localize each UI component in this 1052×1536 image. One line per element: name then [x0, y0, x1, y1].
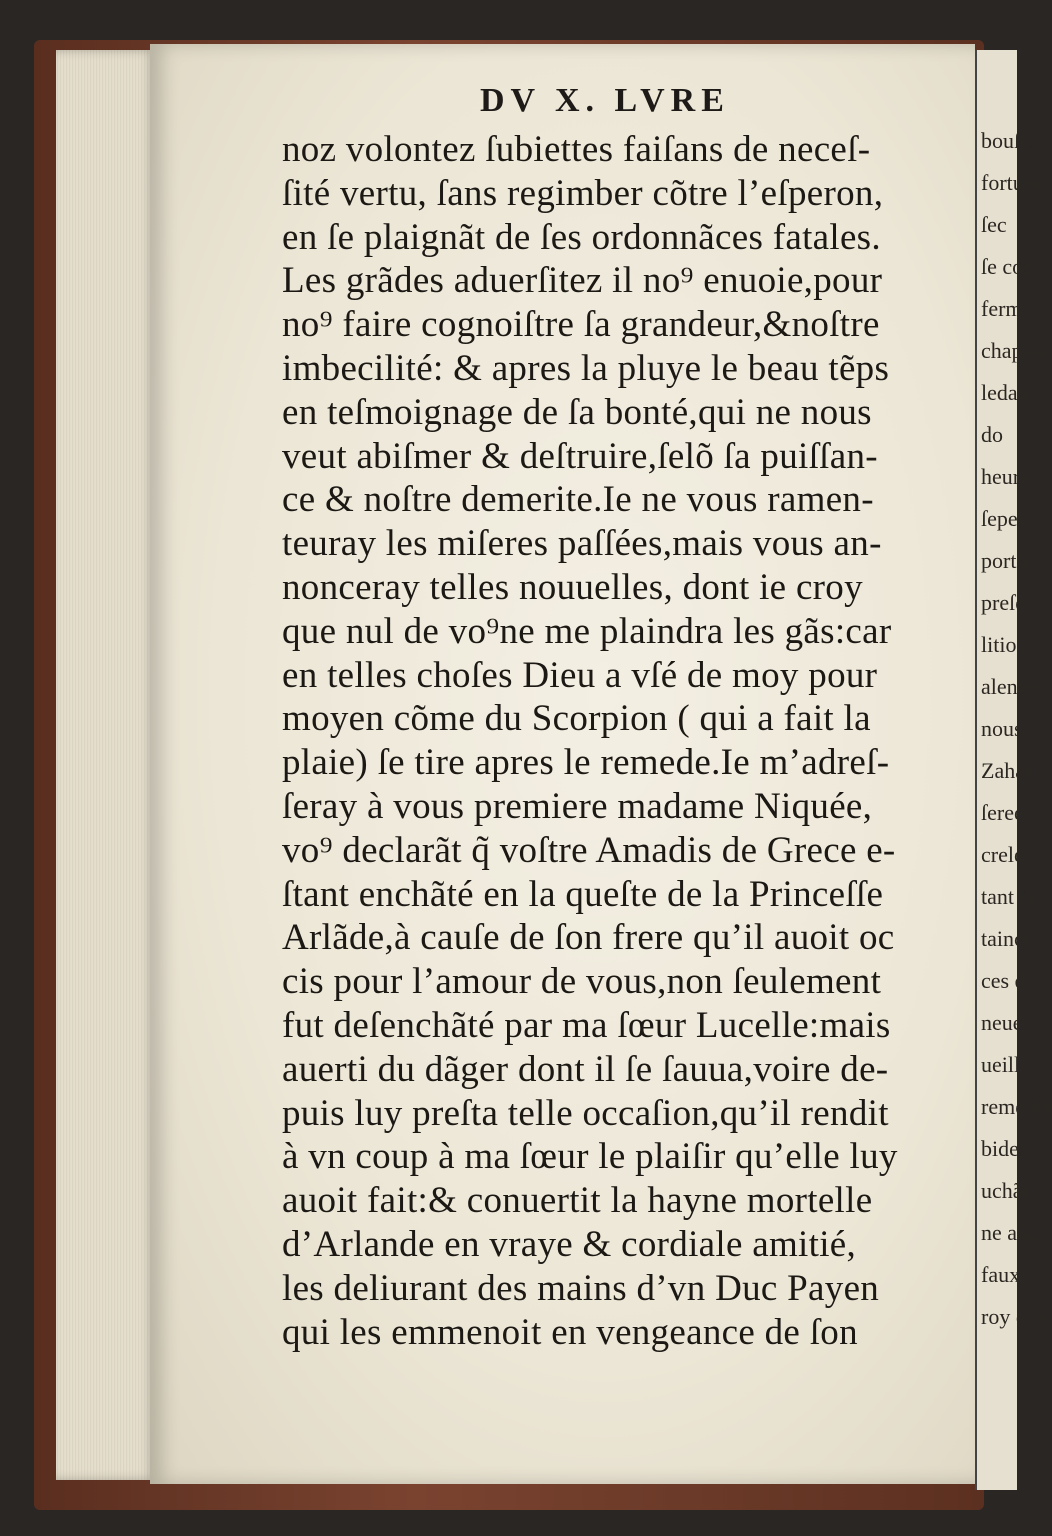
adjacent-page-fragment: roy elle — [981, 1304, 1048, 1329]
adjacent-page-fragment: ne ann — [981, 1220, 1040, 1245]
text-line: ſeray à vous premiere madame Niquée, — [282, 785, 873, 827]
text-line: nonceray telles nouuelles, dont ie croy — [282, 566, 863, 608]
adjacent-page-strip — [975, 50, 1052, 1490]
text-line: cis pour l’amour de vous,non ſeulement — [282, 961, 882, 1003]
text-line: les deliurant des mains d’vn Duc Payen — [282, 1267, 880, 1309]
adjacent-page-fragment: remedie — [981, 1094, 1052, 1119]
adjacent-page-fragment: faux — [981, 1262, 1021, 1287]
text-line: noz volontez ſubiettes faiſans de neceſ- — [282, 129, 871, 170]
adjacent-page-fragment: Zahar — [981, 758, 1033, 783]
adjacent-page-fragment: alenerv — [981, 674, 1046, 699]
adjacent-page-fragment: bides — [981, 1136, 1028, 1161]
adjacent-page-fragment: ces du — [981, 968, 1037, 993]
adjacent-page-fragment: chapon — [981, 338, 1045, 363]
adjacent-page-fragment: crele — [981, 842, 1024, 867]
adjacent-page-fragment: portat — [981, 548, 1033, 573]
page-edges — [56, 50, 156, 1480]
text-line: veut abiſmer & deſtruire,ſelõ ſa puiſſan- — [282, 435, 878, 477]
text-line: moyen cõme du Scorpion ( qui a fait la — [282, 698, 871, 740]
text-line: qui les emmenoit en vengeance de ſon — [282, 1311, 858, 1353]
adjacent-page-fragment: taince — [981, 926, 1034, 951]
text-line: fut deſenchãté par ma ſœur Lucelle:mais — [282, 1004, 891, 1046]
text-line: que nul de vo⁹ne me plaindra les gãs:car — [282, 610, 892, 652]
text-line: ſtant enchãté en la queſte de la Princeſſe — [282, 873, 884, 915]
adjacent-page-fragment: do — [981, 422, 1003, 447]
adjacent-page-fragment: uchãt — [981, 1178, 1029, 1203]
text-line: plaie) ſe tire apres le remede.Ie m’adreſ- — [282, 742, 890, 784]
text-line: ce & noſtre demerite.Ie ne vous ramen- — [282, 479, 874, 521]
text-line: puis luy preſta telle occaſion,qu’il rendit — [282, 1092, 889, 1134]
adjacent-page-fragment: nous — [981, 716, 1023, 741]
text-line: ſité vertu, ſans regimber cõtre l’eſperon, — [282, 172, 884, 214]
adjacent-page-fragment: preſe — [981, 590, 1025, 615]
page-text — [282, 128, 942, 1354]
text-line: en telles choſes Dieu a vſé de moy pour — [282, 654, 878, 696]
text-line: auerti du dãger dont il ſe ſauua,voire de- — [282, 1048, 889, 1090]
adjacent-page-fragment: ſeree — [981, 800, 1024, 825]
adjacent-page-fragment: ueille — [981, 1052, 1030, 1077]
text-line: auoit fait:& conuertit la hayne mortelle — [282, 1180, 873, 1222]
text-line: en ſe plaignãt de ſes ordonnãces fatales. — [282, 216, 881, 258]
text-line: à vn coup à ma ſœur le plaiſir qu’elle luy — [282, 1136, 898, 1178]
adjacent-page-fragment: ledans — [981, 380, 1038, 405]
text-line: Les grãdes aduerſitez il no⁹ enuoie,pour — [282, 260, 883, 302]
text-line: Arlãde,à cauſe de ſon frere qu’il auoit oc — [282, 917, 895, 959]
text-line: no⁹ faire cognoiſtre ſa grandeur,&noſtre — [282, 304, 880, 346]
adjacent-page-fragment: ferm — [981, 296, 1023, 321]
adjacent-page-fragment: fortune — [981, 170, 1045, 195]
text-line: vo⁹ declarãt q̃ voſtre Amadis de Grece e- — [282, 829, 896, 871]
text-line: imbecilité: & apres la pluye le beau tẽps — [282, 347, 890, 389]
text-line: teuray les miſeres paſſées,mais vous an- — [282, 523, 882, 565]
text-line: en teſmoignage de ſa bonté,qui ne nous — [282, 391, 872, 433]
adjacent-page-fragment: neue — [981, 1010, 1023, 1035]
running-header: DV X. LVRE — [480, 82, 730, 119]
text-line: d’Arlande en vraye & cordiale amitié, — [282, 1223, 857, 1265]
adjacent-page-fragment: bouſſo — [981, 128, 1038, 153]
adjacent-page-fragment: heure — [981, 464, 1030, 489]
adjacent-page-fragment: ſepen — [981, 506, 1029, 531]
adjacent-page-fragment: tant A — [981, 884, 1035, 909]
adjacent-page-fragment: litio — [981, 632, 1017, 657]
adjacent-page-fragment: ſec — [981, 212, 1007, 237]
adjacent-page-fragment: ſe cog — [981, 254, 1035, 279]
